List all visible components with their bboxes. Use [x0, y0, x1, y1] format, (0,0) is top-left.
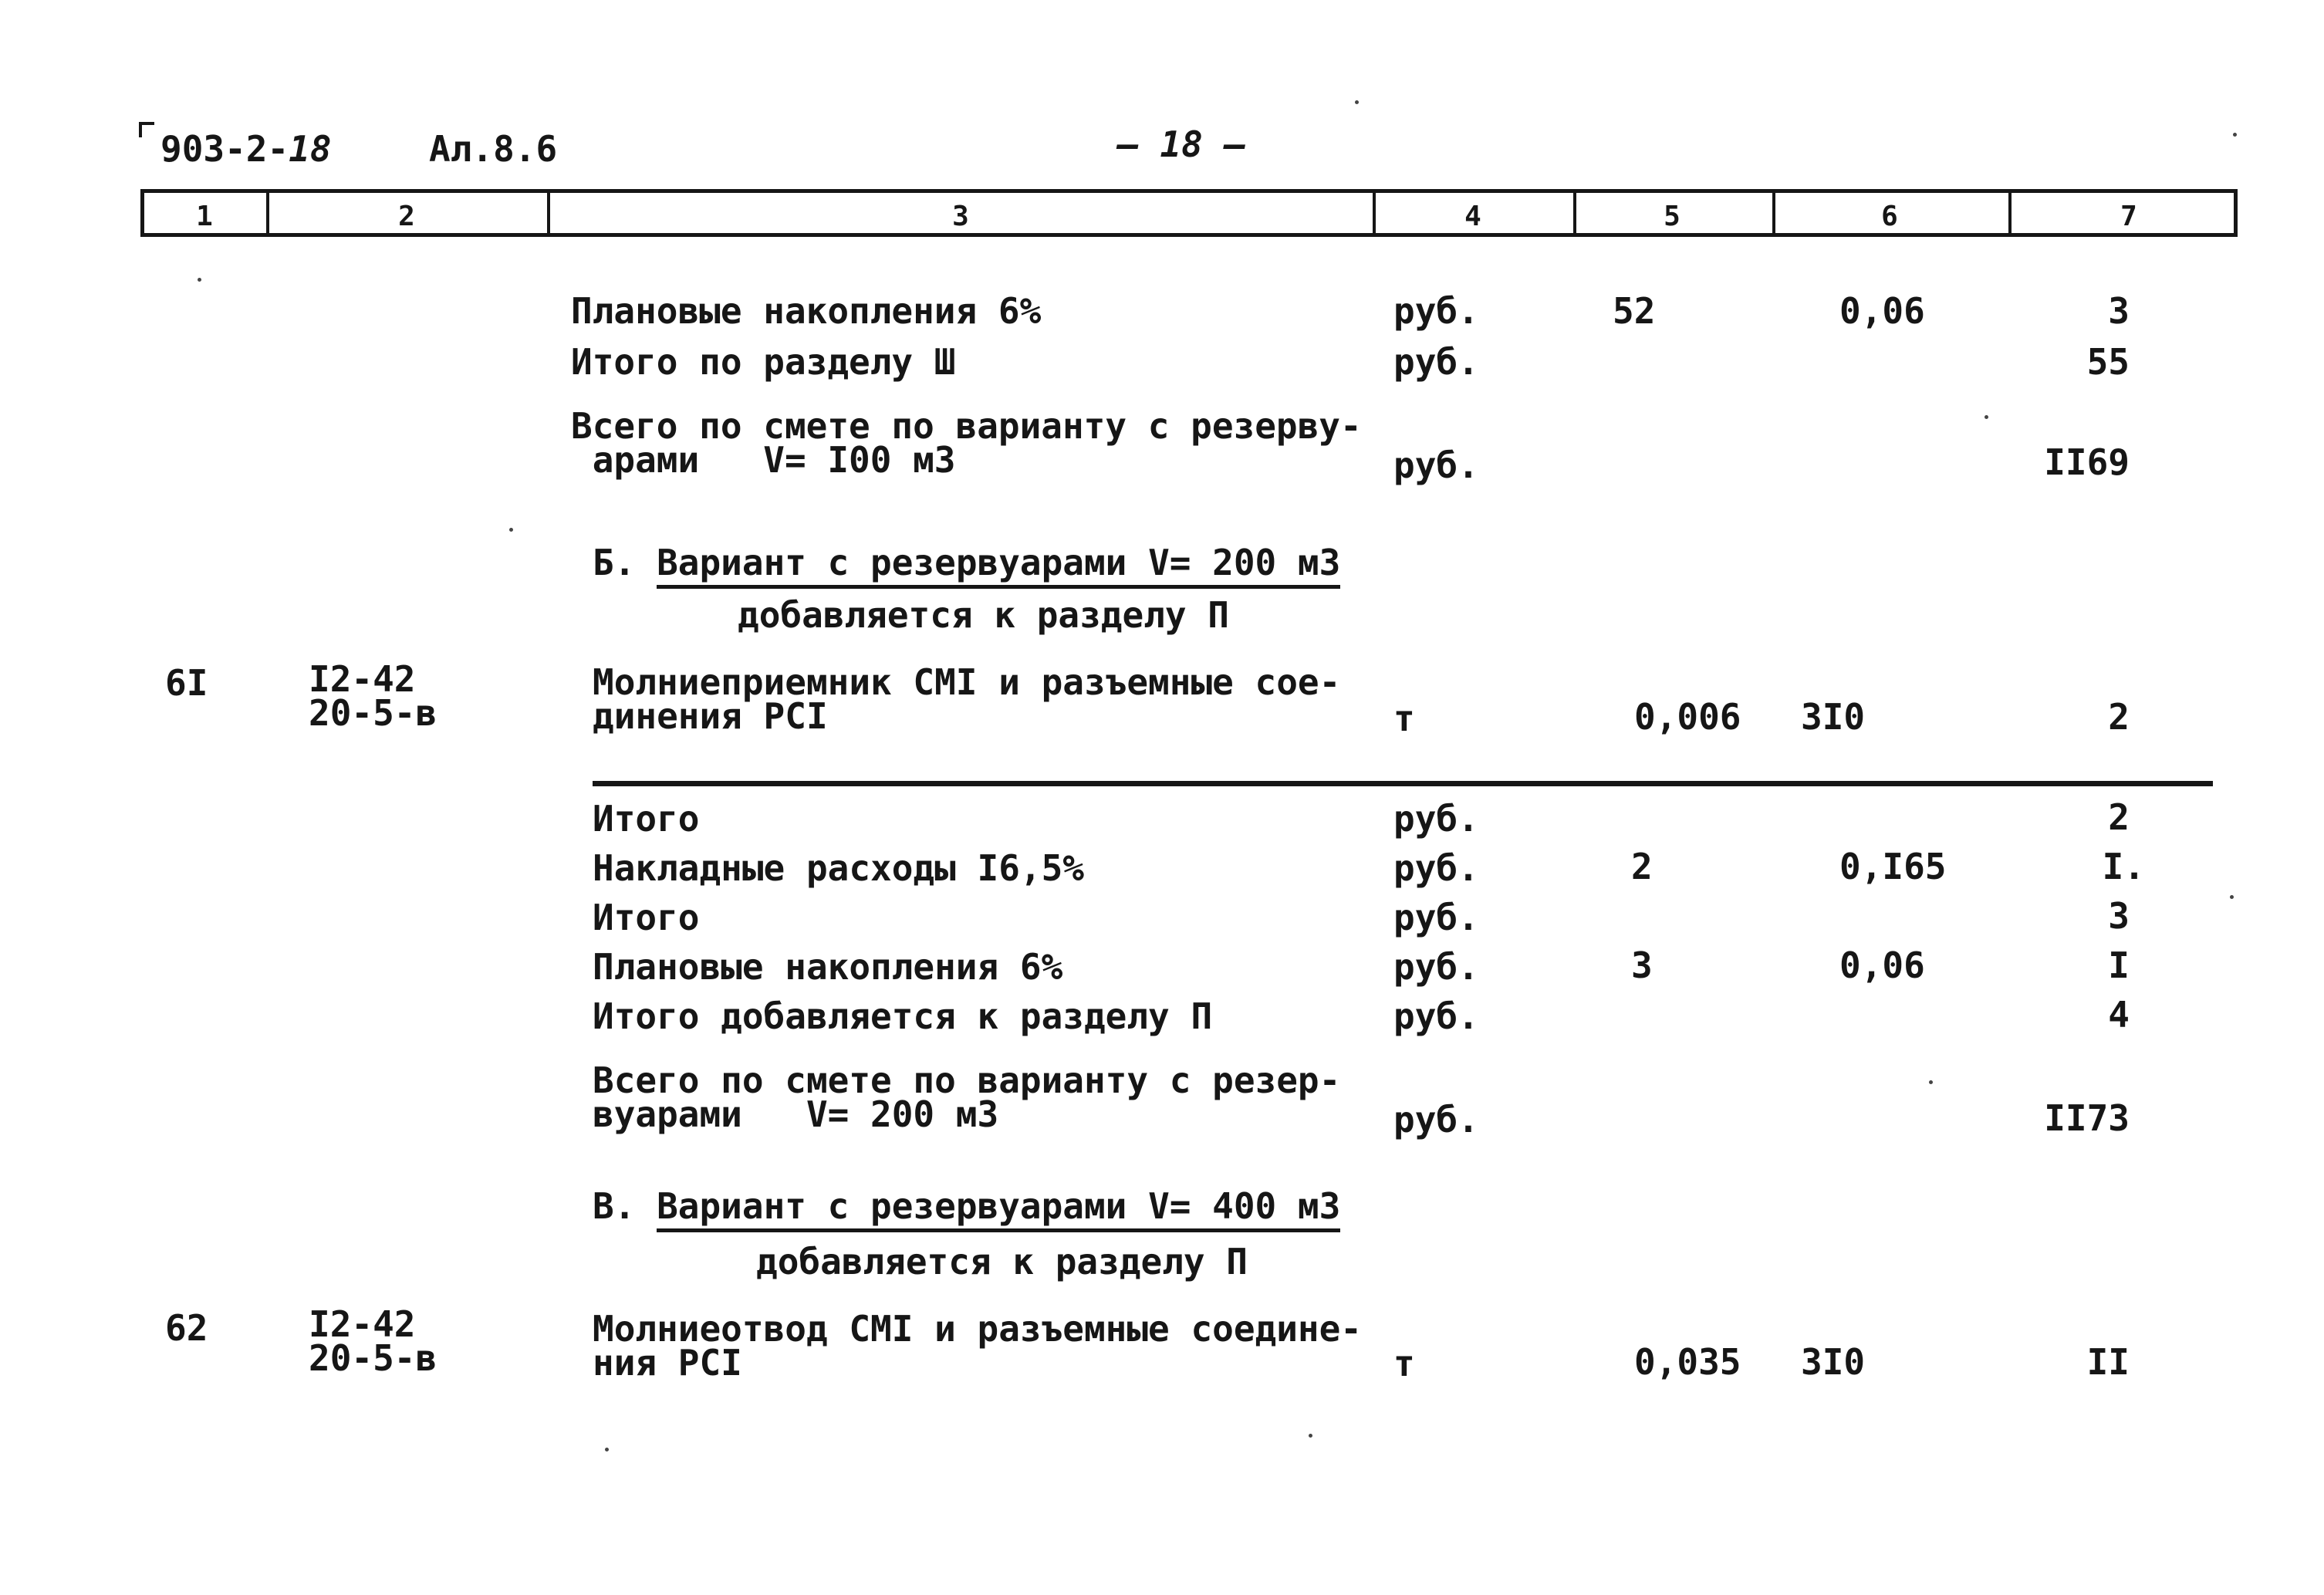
item-qty: 0,035: [1634, 1341, 1741, 1383]
item-name: Молниеотвод СМI и разъемные соедине- ния PCI: [593, 1308, 1362, 1384]
row-name: Всего по смете по варианту с резерву- арами V= I00 м3: [571, 405, 1362, 481]
section-c-heading: [593, 1185, 1341, 1227]
row-price: 0,I65: [1839, 846, 1947, 887]
item-total: 2: [2108, 696, 2130, 738]
doc-code-prefix: 903-2-: [160, 128, 289, 170]
album-ref: Ал.8.6: [429, 128, 558, 170]
row-unit: руб.: [1393, 847, 1479, 889]
row-name: Итого добавляется к разделу П: [593, 995, 1213, 1037]
column-divider: [1373, 193, 1376, 233]
scan-speck: [2230, 895, 2234, 899]
section-b-title: Вариант с резервуарами V= 200 м3: [657, 542, 1340, 589]
section-c-title: Вариант с резервуарами V= 400 м3: [657, 1185, 1340, 1232]
item-price: 3I0: [1801, 696, 1866, 738]
column-divider: [2008, 193, 2012, 233]
row-unit: руб.: [1393, 444, 1479, 486]
corner-mark: [139, 122, 154, 137]
row-qty: 3: [1631, 944, 1653, 986]
row-unit: руб.: [1393, 341, 1479, 383]
row-total: I: [2108, 944, 2130, 986]
row-total: I.: [2102, 846, 2145, 887]
scan-speck: [605, 1448, 609, 1451]
row-unit: руб.: [1393, 798, 1479, 840]
column-header: 2: [398, 201, 415, 232]
scan-speck: [1929, 1080, 1933, 1084]
divider-line: [593, 781, 2213, 786]
row-name: Плановые накопления 6%: [571, 290, 1042, 332]
row-name: Итого по разделу Ш: [571, 341, 956, 383]
row-total: 4: [2108, 994, 2130, 1036]
row-price: 0,06: [1839, 944, 1925, 986]
item-name: Молниеприемник СМI и разъемные сое- динения PCI: [593, 661, 1341, 737]
row-total: 2: [2108, 796, 2130, 838]
row-qty: 52: [1613, 290, 1656, 332]
doc-code: [160, 128, 332, 170]
column-header: 4: [1464, 201, 1481, 232]
section-b-heading: [593, 542, 1341, 583]
column-divider: [266, 193, 269, 233]
scan-speck: [1985, 415, 1988, 419]
row-unit: руб.: [1393, 290, 1479, 332]
item-total: II: [2086, 1341, 2130, 1383]
row-total: II73: [2044, 1097, 2130, 1139]
column-header: 7: [2120, 201, 2137, 232]
item-unit: т: [1393, 1343, 1415, 1384]
row-price: 0,06: [1839, 290, 1925, 332]
scan-speck: [1309, 1434, 1312, 1438]
item-unit: т: [1393, 698, 1415, 739]
row-total: 3: [2108, 895, 2130, 937]
row-total: II69: [2044, 441, 2130, 483]
row-unit: руб.: [1393, 1099, 1479, 1140]
row-total: 3: [2108, 290, 2130, 332]
column-header: 6: [1881, 201, 1898, 232]
scan-speck: [509, 528, 513, 532]
row-total: 55: [2086, 341, 2130, 383]
row-name: Итого: [593, 897, 700, 938]
item-price: 3I0: [1801, 1341, 1866, 1383]
section-b-prefix: Б.: [593, 542, 636, 583]
page-number: — 18 —: [1117, 123, 1246, 165]
item-code: I2-42 20-5-в: [309, 1303, 437, 1379]
section-c-prefix: В.: [593, 1185, 636, 1227]
row-name: Итого: [593, 798, 700, 840]
section-b-subtitle: добавляется к разделу П: [738, 594, 1229, 636]
item-code: I2-42 20-5-в: [309, 658, 437, 734]
row-name: Накладные расходы I6,5%: [593, 847, 1084, 889]
row-name: Плановые накопления 6%: [593, 946, 1063, 988]
scan-speck: [2233, 133, 2237, 137]
row-unit: руб.: [1393, 897, 1479, 938]
column-header-row: [140, 189, 2238, 237]
scan-speck: [198, 278, 201, 282]
row-name: Всего по смете по варианту с резер- вуарами V= 200 м3: [593, 1059, 1341, 1135]
column-header: 3: [952, 201, 969, 232]
column-header: 1: [196, 201, 213, 232]
item-qty: 0,006: [1634, 696, 1741, 738]
row-unit: руб.: [1393, 995, 1479, 1037]
item-number: 62: [165, 1307, 208, 1349]
column-divider: [1573, 193, 1576, 233]
scan-speck: [1355, 100, 1359, 104]
column-divider: [1772, 193, 1775, 233]
row-qty: 2: [1631, 846, 1653, 887]
doc-code-suffix: 18: [289, 128, 332, 170]
section-c-subtitle: добавляется к разделу П: [756, 1241, 1248, 1282]
column-header: 5: [1664, 201, 1681, 232]
row-unit: руб.: [1393, 946, 1479, 988]
item-number: 6I: [165, 662, 208, 704]
column-divider: [547, 193, 550, 233]
